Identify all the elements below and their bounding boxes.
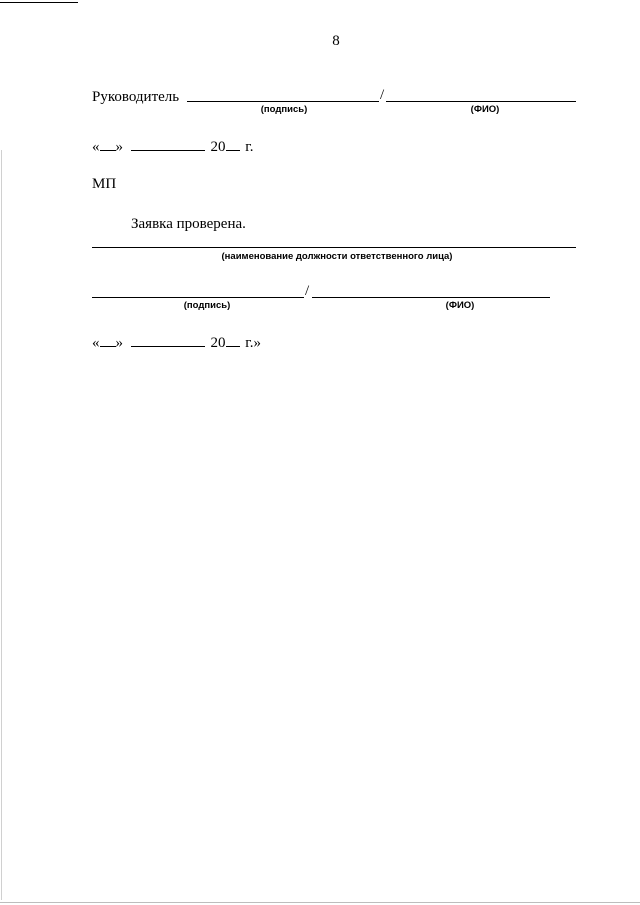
date-year-suffix: г. [245,139,254,155]
date-day-blank [100,138,116,151]
manager-separator: / [380,87,385,103]
date-year-prefix: 20 [210,335,226,351]
scan-top-edge-line [0,2,78,3]
manager-name-caption: (ФИО) [470,104,500,115]
manager-label: Руководитель [92,89,180,105]
manager-name-line [386,101,576,102]
position-caption: (наименование должности ответственного лица) [221,251,453,262]
verifier-date [92,334,261,352]
verifier-signature-caption: (подпись) [183,300,231,311]
manager-date [92,138,253,156]
manager-signature-line [187,101,379,102]
date-close-quote: » [115,335,123,351]
verifier-separator: / [305,283,310,299]
date-year-blank [226,138,240,151]
date-open-quote: « [92,335,100,351]
manager-signature-caption: (подпись) [260,104,308,115]
verifier-signature-line [92,297,304,298]
page-number: 8 [332,33,340,49]
date-year-suffix: г.» [245,335,261,351]
scan-bottom-edge-line [0,902,640,903]
date-month-blank [131,334,205,347]
scan-left-edge-line [1,150,2,900]
verifier-name-line [312,297,550,298]
verification-title: Заявка проверена. [131,216,246,232]
verifier-name-caption: (ФИО) [445,300,475,311]
date-close-quote: » [115,139,123,155]
date-year-prefix: 20 [210,139,226,155]
date-year-blank [226,334,240,347]
date-month-blank [131,138,205,151]
position-line [92,247,576,248]
date-day-blank [100,334,116,347]
stamp-label: МП [92,176,117,192]
date-open-quote: « [92,139,100,155]
